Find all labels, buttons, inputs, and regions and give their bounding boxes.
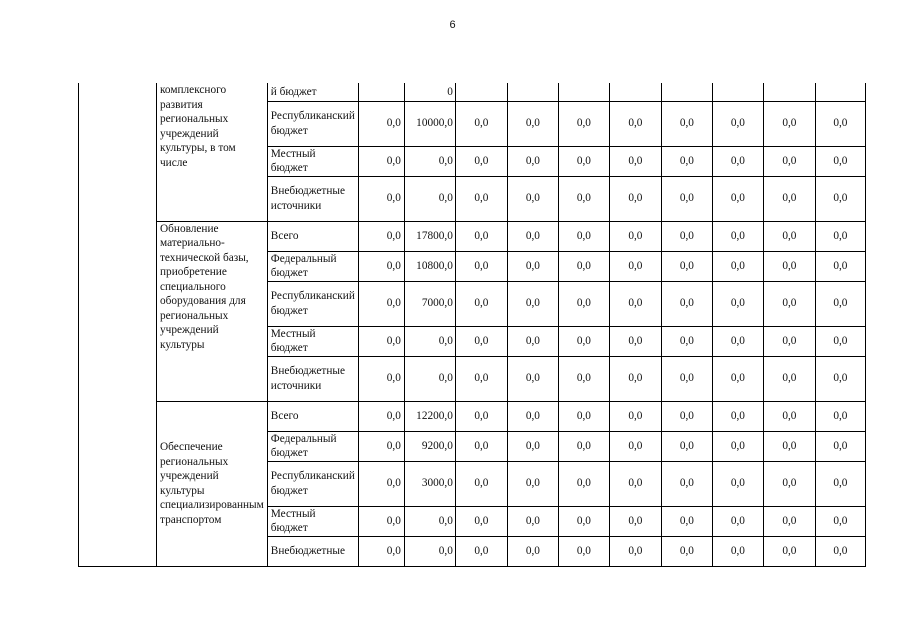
value-cell: 0,0 [712, 506, 763, 536]
value-cell: 0,0 [455, 251, 507, 281]
value-cell: 0,0 [558, 326, 609, 356]
value-cell: 0,0 [763, 506, 815, 536]
value-cell: 0,0 [455, 536, 507, 566]
value-cell [609, 83, 661, 101]
value-cell: 0,0 [712, 326, 763, 356]
value-cell: 0,0 [712, 356, 763, 401]
value-cell: 0,0 [815, 506, 865, 536]
value-cell: 0,0 [763, 356, 815, 401]
value-cell: 0,0 [661, 326, 712, 356]
year-value-cell: 17800,0 [404, 221, 455, 251]
funding-source: Республиканский бюджет [267, 281, 358, 326]
value-cell: 0,0 [507, 146, 558, 176]
value-cell: 0,0 [507, 401, 558, 431]
value-cell: 0,0 [609, 146, 661, 176]
funding-source: Внебюджетные источники [267, 356, 358, 401]
total-cell: 0,0 [358, 251, 404, 281]
value-cell: 0,0 [507, 281, 558, 326]
year-value-cell: 0,0 [404, 536, 455, 566]
value-cell: 0,0 [815, 146, 865, 176]
value-cell: 0,0 [712, 101, 763, 146]
value-cell: 0,0 [661, 101, 712, 146]
total-cell: 0,0 [358, 176, 404, 221]
budget-table [78, 83, 866, 567]
total-cell: 0,0 [358, 506, 404, 536]
value-cell: 0,0 [507, 251, 558, 281]
value-cell: 0,0 [712, 251, 763, 281]
value-cell: 0,0 [455, 176, 507, 221]
value-cell: 0,0 [507, 101, 558, 146]
value-cell: 0,0 [712, 401, 763, 431]
funding-source: Республиканский бюджет [267, 461, 358, 506]
funding-source: Местный бюджет [267, 146, 358, 176]
value-cell: 0,0 [712, 536, 763, 566]
value-cell: 0,0 [815, 461, 865, 506]
value-cell: 0,0 [455, 221, 507, 251]
value-cell: 0,0 [661, 356, 712, 401]
value-cell: 0,0 [815, 401, 865, 431]
value-cell: 0,0 [507, 326, 558, 356]
value-cell: 0,0 [609, 356, 661, 401]
year-value-cell: 0 [404, 83, 455, 101]
year-value-cell: 10800,0 [404, 251, 455, 281]
value-cell: 0,0 [763, 461, 815, 506]
funding-source: Федеральный бюджет [267, 251, 358, 281]
value-cell: 0,0 [455, 506, 507, 536]
value-cell: 0,0 [815, 251, 865, 281]
funding-source: Местный бюджет [267, 506, 358, 536]
value-cell [763, 83, 815, 101]
value-cell: 0,0 [558, 506, 609, 536]
year-value-cell: 0,0 [404, 326, 455, 356]
measure-name: Обновление материально-технической базы, приобретение специального оборудования для региональных учреждений культуры [157, 221, 268, 401]
funding-source: Федеральный бюджет [267, 431, 358, 461]
value-cell: 0,0 [763, 401, 815, 431]
value-cell: 0,0 [507, 536, 558, 566]
value-cell: 0,0 [558, 101, 609, 146]
total-cell: 0,0 [358, 401, 404, 431]
value-cell: 0,0 [763, 326, 815, 356]
year-value-cell: 0,0 [404, 176, 455, 221]
year-value-cell: 0,0 [404, 356, 455, 401]
table-row [79, 401, 866, 431]
value-cell: 0,0 [609, 506, 661, 536]
value-cell: 0,0 [763, 146, 815, 176]
year-value-cell: 12200,0 [404, 401, 455, 431]
value-cell: 0,0 [712, 221, 763, 251]
value-cell: 0,0 [455, 281, 507, 326]
funding-source: Республиканский бюджет [267, 101, 358, 146]
year-value-cell: 0,0 [404, 146, 455, 176]
value-cell: 0,0 [558, 401, 609, 431]
value-cell: 0,0 [661, 506, 712, 536]
total-cell: 0,0 [358, 221, 404, 251]
value-cell: 0,0 [507, 506, 558, 536]
value-cell: 0,0 [661, 251, 712, 281]
total-cell: 0,0 [358, 101, 404, 146]
value-cell [455, 83, 507, 101]
value-cell: 0,0 [558, 176, 609, 221]
value-cell: 0,0 [558, 536, 609, 566]
value-cell: 0,0 [763, 281, 815, 326]
total-cell: 0,0 [358, 281, 404, 326]
value-cell: 0,0 [815, 281, 865, 326]
value-cell: 0,0 [455, 461, 507, 506]
year-value-cell: 10000,0 [404, 101, 455, 146]
measure-name: комплексного развития региональных учреждений культуры, в том числе [157, 83, 268, 221]
value-cell: 0,0 [609, 431, 661, 461]
table-row [79, 221, 866, 251]
value-cell: 0,0 [609, 101, 661, 146]
value-cell: 0,0 [661, 461, 712, 506]
value-cell: 0,0 [661, 281, 712, 326]
value-cell: 0,0 [661, 401, 712, 431]
value-cell: 0,0 [712, 176, 763, 221]
value-cell: 0,0 [815, 536, 865, 566]
value-cell: 0,0 [763, 536, 815, 566]
value-cell: 0,0 [815, 356, 865, 401]
value-cell: 0,0 [455, 356, 507, 401]
value-cell: 0,0 [661, 221, 712, 251]
value-cell: 0,0 [712, 146, 763, 176]
value-cell [558, 83, 609, 101]
total-cell: 0,0 [358, 326, 404, 356]
value-cell: 0,0 [558, 221, 609, 251]
funding-source: й бюджет [267, 83, 358, 101]
value-cell: 0,0 [661, 176, 712, 221]
funding-source: Местный бюджет [267, 326, 358, 356]
value-cell [507, 83, 558, 101]
value-cell: 0,0 [558, 281, 609, 326]
funding-source: Внебюджетные источники [267, 176, 358, 221]
year-value-cell: 7000,0 [404, 281, 455, 326]
value-cell: 0,0 [763, 221, 815, 251]
value-cell: 0,0 [455, 101, 507, 146]
value-cell: 0,0 [455, 401, 507, 431]
value-cell: 0,0 [712, 281, 763, 326]
value-cell: 0,0 [763, 431, 815, 461]
value-cell [712, 83, 763, 101]
value-cell: 0,0 [763, 101, 815, 146]
total-cell: 0,0 [358, 536, 404, 566]
value-cell: 0,0 [558, 356, 609, 401]
value-cell: 0,0 [661, 431, 712, 461]
value-cell: 0,0 [507, 461, 558, 506]
value-cell: 0,0 [507, 221, 558, 251]
value-cell: 0,0 [661, 536, 712, 566]
value-cell [815, 83, 865, 101]
total-cell: 0,0 [358, 431, 404, 461]
value-cell [661, 83, 712, 101]
page-number: 6 [449, 19, 456, 31]
total-cell: 0,0 [358, 461, 404, 506]
value-cell: 0,0 [815, 326, 865, 356]
funding-source: Внебюджетные [267, 536, 358, 566]
value-cell: 0,0 [455, 326, 507, 356]
value-cell: 0,0 [661, 146, 712, 176]
table-row [79, 83, 866, 101]
year-value-cell: 9200,0 [404, 431, 455, 461]
value-cell: 0,0 [763, 176, 815, 221]
value-cell: 0,0 [609, 461, 661, 506]
value-cell: 0,0 [763, 251, 815, 281]
value-cell: 0,0 [609, 176, 661, 221]
funding-source: Всего [267, 401, 358, 431]
value-cell: 0,0 [815, 431, 865, 461]
value-cell: 0,0 [455, 146, 507, 176]
value-cell: 0,0 [507, 431, 558, 461]
value-cell: 0,0 [609, 221, 661, 251]
value-cell: 0,0 [558, 431, 609, 461]
value-cell: 0,0 [609, 326, 661, 356]
measure-name: Обеспечение региональных учреждений культуры специализированным транспортом [157, 401, 268, 566]
value-cell: 0,0 [712, 461, 763, 506]
value-cell: 0,0 [455, 431, 507, 461]
value-cell: 0,0 [558, 461, 609, 506]
value-cell: 0,0 [609, 401, 661, 431]
funding-source: Всего [267, 221, 358, 251]
value-cell: 0,0 [609, 281, 661, 326]
total-cell: 0,0 [358, 146, 404, 176]
value-cell: 0,0 [815, 176, 865, 221]
value-cell: 0,0 [558, 251, 609, 281]
total-cell: 0,0 [358, 356, 404, 401]
value-cell: 0,0 [507, 356, 558, 401]
value-cell: 0,0 [815, 101, 865, 146]
row-group-cell [79, 83, 157, 566]
year-value-cell: 0,0 [404, 506, 455, 536]
total-cell [358, 83, 404, 101]
value-cell: 0,0 [507, 176, 558, 221]
value-cell: 0,0 [558, 146, 609, 176]
value-cell: 0,0 [609, 251, 661, 281]
value-cell: 0,0 [815, 221, 865, 251]
year-value-cell: 3000,0 [404, 461, 455, 506]
value-cell: 0,0 [609, 536, 661, 566]
value-cell: 0,0 [712, 431, 763, 461]
